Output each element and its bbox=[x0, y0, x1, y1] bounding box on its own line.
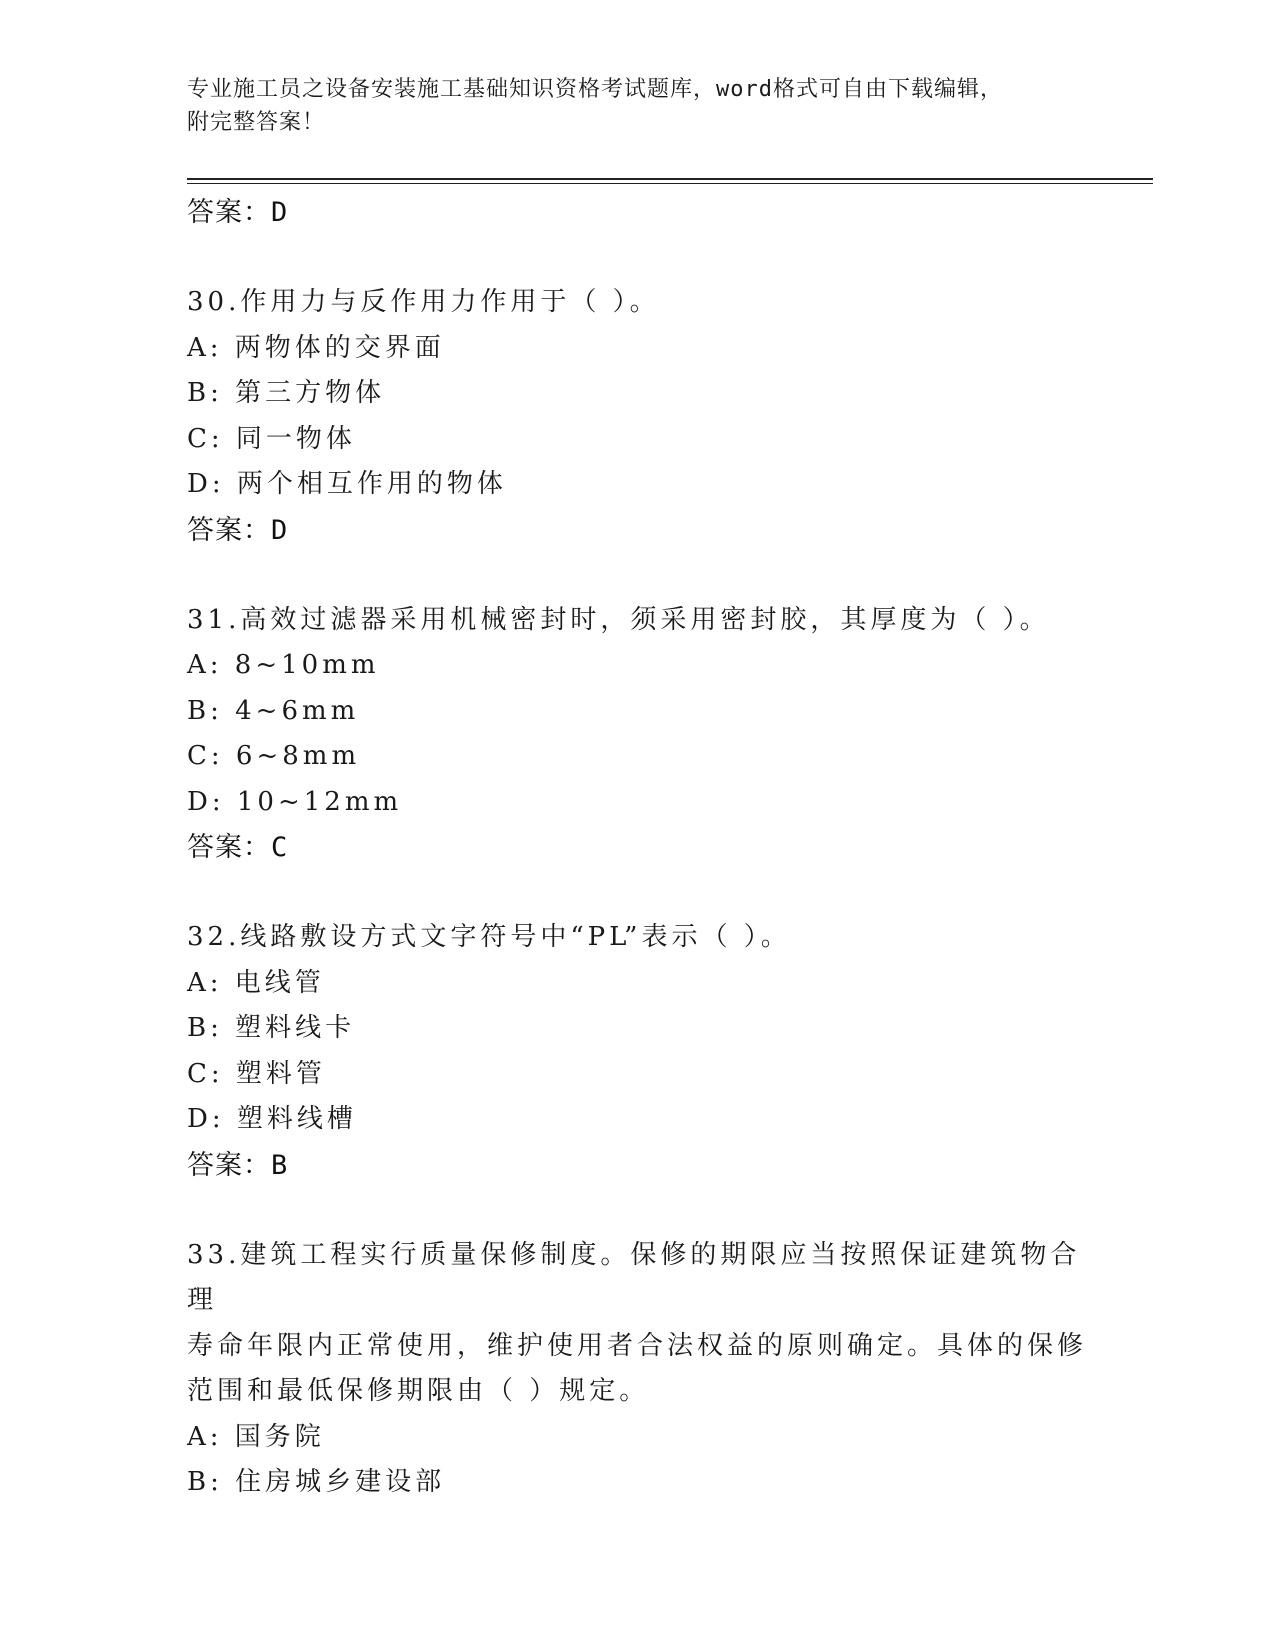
option-c: C: 同一物体 bbox=[187, 423, 356, 454]
header-line-2: 附完整答案！ bbox=[187, 110, 326, 135]
option-d: D: 10~12mm bbox=[187, 786, 403, 817]
option-a: A: 两物体的交界面 bbox=[187, 332, 445, 363]
answer-line: 答案：D bbox=[187, 197, 289, 228]
option-a: A: 国务院 bbox=[187, 1421, 325, 1452]
option-a: A: 8~10mm bbox=[187, 650, 380, 680]
header-line-1: 专业施工员之设备安装施工基础知识资格考试题库，word格式可自由下载编辑， bbox=[187, 77, 1003, 102]
answer-line: 答案：B bbox=[187, 1149, 289, 1181]
answer-line: 答案：D bbox=[187, 514, 289, 546]
document-header bbox=[187, 73, 1087, 139]
question-stem: 30.作用力与反作用力作用于（ ）。 bbox=[187, 287, 660, 317]
option-b: B: 住房城乡建设部 bbox=[187, 1467, 446, 1497]
question-30 bbox=[187, 280, 1087, 553]
question-stem: 31.高效过滤器采用机械密封时，须采用密封胶，其厚度为（ ）。 bbox=[187, 604, 1050, 635]
question-list bbox=[187, 190, 1087, 1506]
header-divider bbox=[187, 178, 1153, 180]
question-stem-line-1: 33.建筑工程实行质量保修制度。保修的期限应当按照保证建筑物合理 bbox=[187, 1239, 1081, 1315]
option-a: A: 电线管 bbox=[187, 967, 325, 998]
option-b: B: 4~6mm bbox=[187, 695, 360, 726]
question-stem: 32.线路敷设方式文字符号中“PL”表示（ ）。 bbox=[187, 922, 791, 952]
question-33 bbox=[187, 1233, 1087, 1506]
option-d: D: 两个相互作用的物体 bbox=[187, 469, 507, 499]
option-c: C: 6~8mm bbox=[187, 741, 361, 771]
option-b: B: 第三方物体 bbox=[187, 378, 386, 408]
option-b: B: 塑料线卡 bbox=[187, 1013, 356, 1043]
question-32 bbox=[187, 915, 1087, 1188]
option-c: C: 塑料管 bbox=[187, 1058, 326, 1089]
question-31 bbox=[187, 598, 1087, 871]
header-divider-thin bbox=[187, 183, 1153, 184]
answer-line: 答案：C bbox=[187, 832, 289, 863]
question-stem-line-2: 寿命年限内正常使用，维护使用者合法权益的原则确定。具体的保修 bbox=[187, 1330, 1088, 1361]
question-stem-line-3: 范围和最低保修期限由（ ）规定。 bbox=[187, 1376, 650, 1406]
option-d: D: 塑料线槽 bbox=[187, 1104, 357, 1134]
